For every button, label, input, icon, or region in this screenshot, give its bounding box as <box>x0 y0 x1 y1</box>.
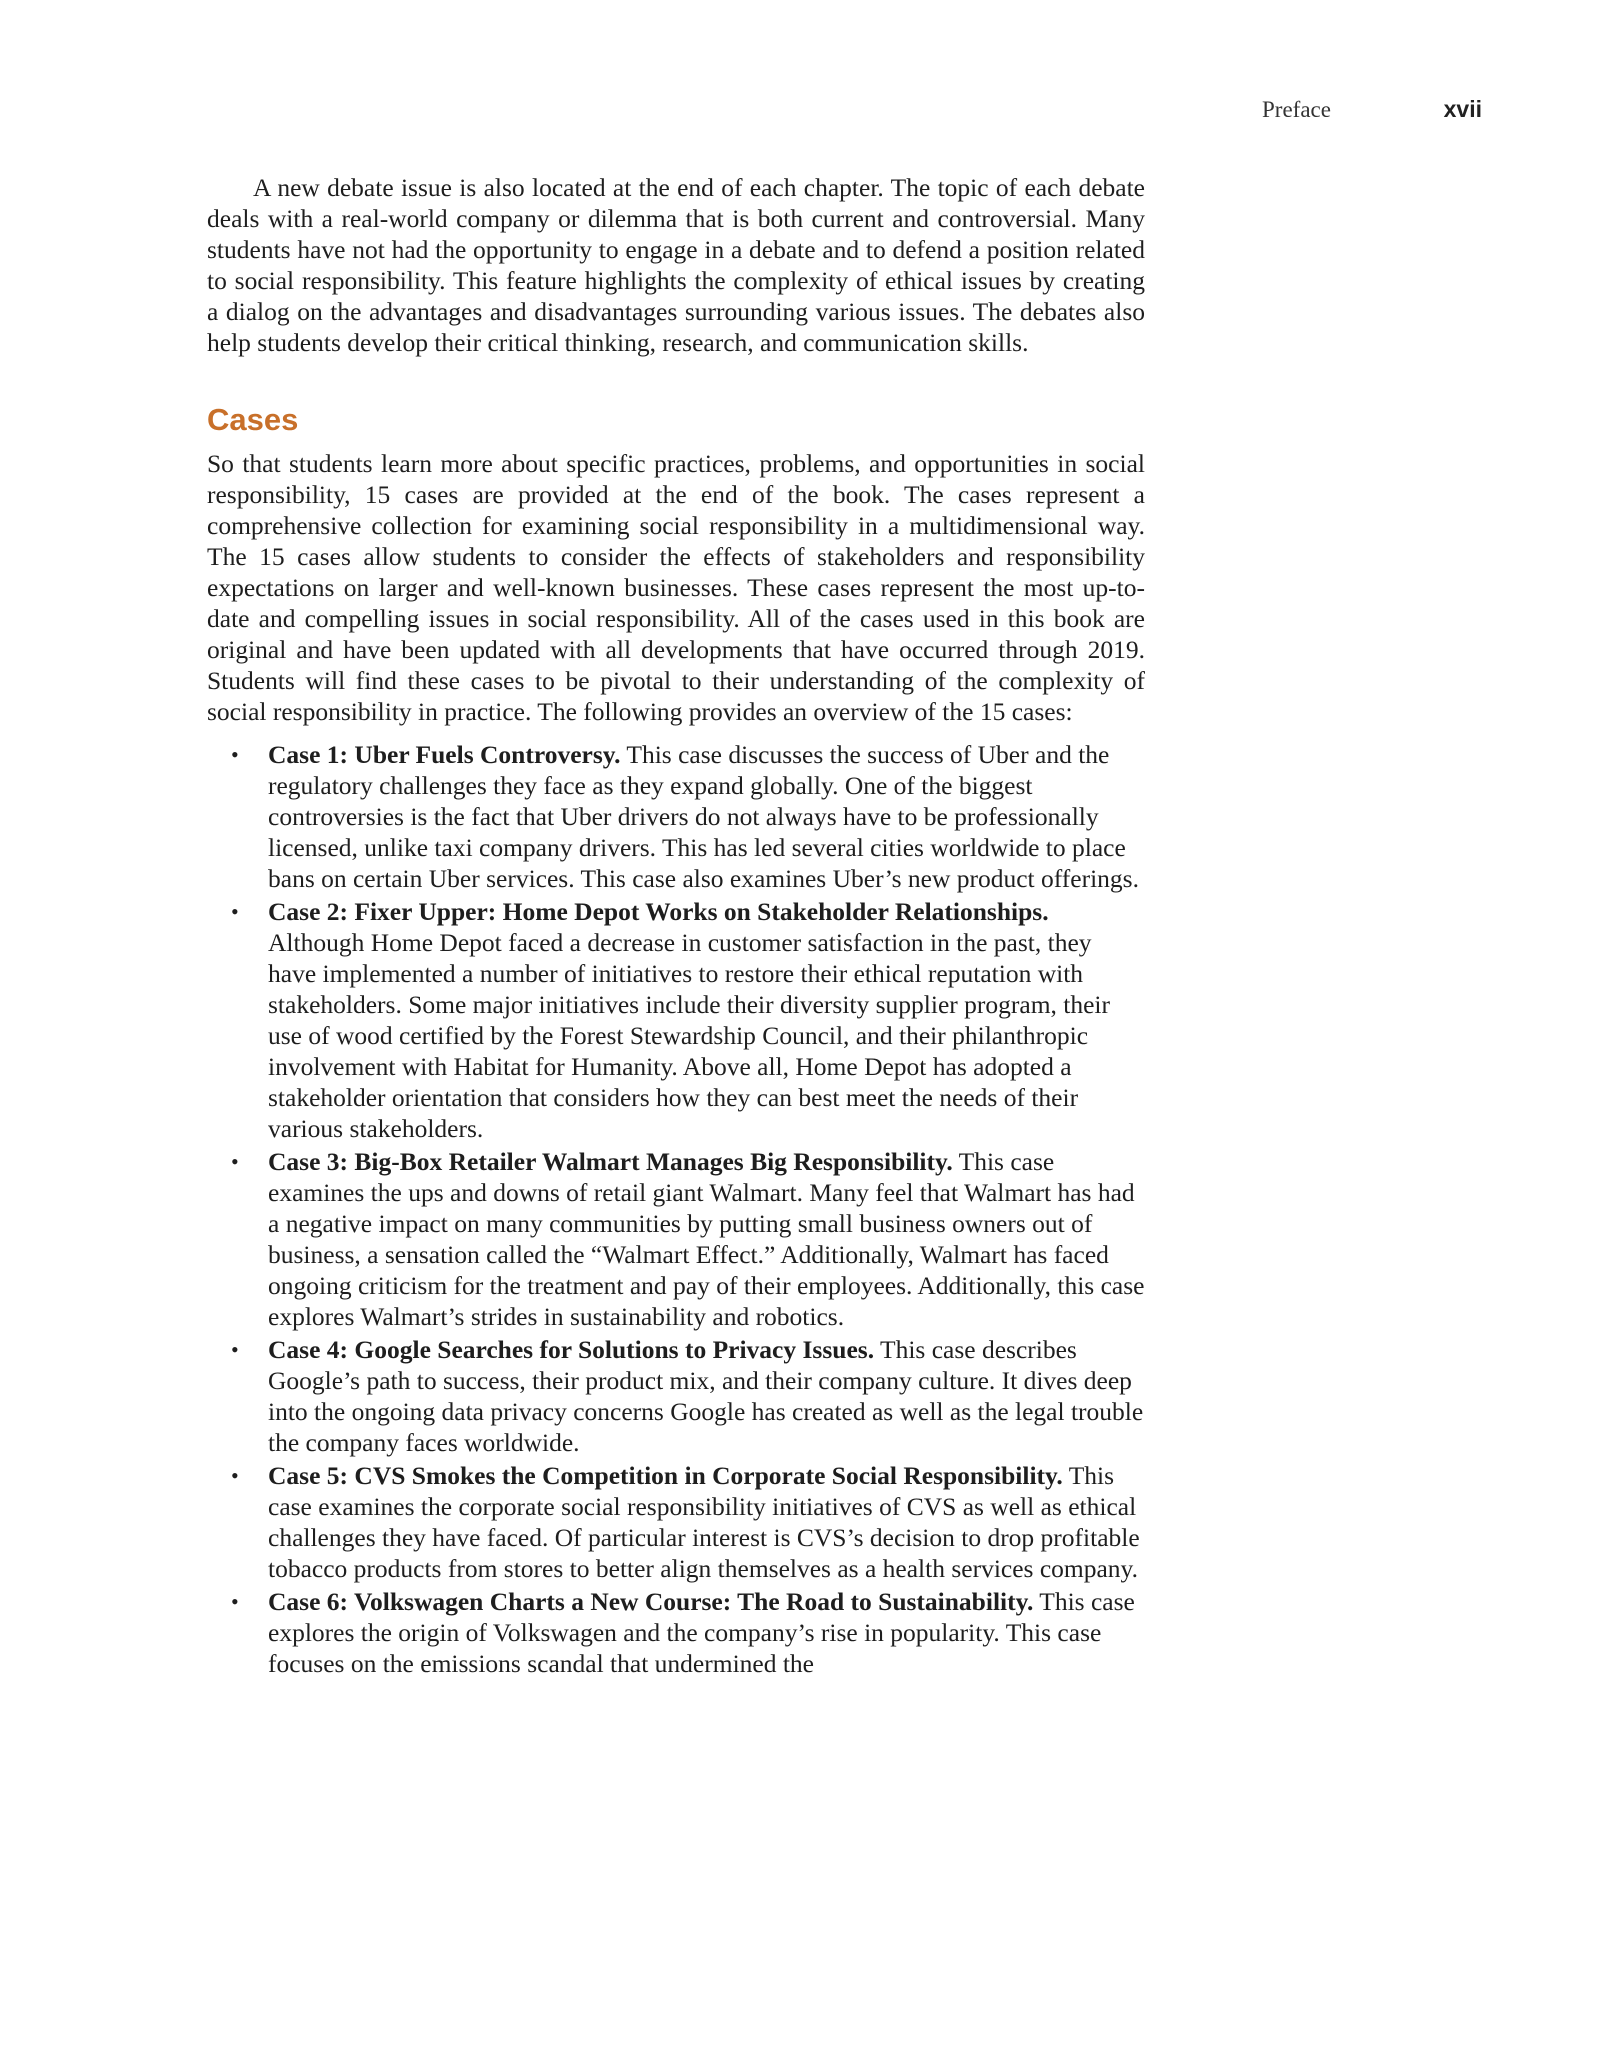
case-list-item <box>207 1146 1145 1332</box>
running-head <box>1262 96 1482 123</box>
bullet-icon: • <box>231 1463 239 1488</box>
case-title: Case 4: Google Searches for Solutions to Privacy Issues. <box>268 1335 875 1364</box>
case-list-item <box>207 1586 1145 1679</box>
running-head-label: Preface <box>1262 97 1331 122</box>
intro-paragraph: A new debate issue is also located at the end of each chapter. The topic of each debate deals with a real-world company or dilemma that is both current and controversial. Many students have not had the opportunity to engage in a debate and to defend a position related to social responsibility. This feature highlights the complexity of ethical issues by creating a dialog on the advantages and disadvantages surrounding various issues. The debates also help students develop their critical thinking, research, and communication skills. <box>207 173 1145 357</box>
case-list-item <box>207 739 1145 894</box>
case-title: Case 5: CVS Smokes the Competition in Corporate Social Responsibility. <box>268 1461 1063 1490</box>
section-heading: Cases <box>207 402 299 437</box>
bullet-icon: • <box>231 899 239 924</box>
case-description: This case explores the origin of Volkswagen and the company’s rise in popularity. This case focuses on the emissions scandal that undermined the <box>268 1587 1135 1678</box>
case-description: Although Home Depot faced a decrease in customer satisfaction in the past, they have implemented a number of initiatives to restore their ethical reputation with stakeholders. Some major initiatives include their diversity supplier program, their use of wood certified by the Forest Stewardship Council, and their philanthropic involvement with Habitat for Humanity. Above all, Home Depot has adopted a stakeholder orientation that considers how they can best meet the needs of their various stakeholders. <box>268 928 1111 1143</box>
bullet-icon: • <box>231 1337 239 1362</box>
section-paragraph: So that students learn more about specific practices, problems, and opportunities in social responsibility, 15 cases are provided at the end of the book. The cases represent a comprehensive collection for examining social responsibility in a multidimensional way. The 15 cases allow students to consider the effects of stakeholders and responsibility expectations on larger and well-known businesses. These cases represent the most up-to-date and compelling issues in social responsibility. All of the cases used in this book are original and have been updated with all developments that have occurred through 2019. Students will find these cases to be pivotal to their understanding of the complexity of social responsibility in practice. The following provides an overview of the 15 cases: <box>207 449 1145 726</box>
page-number: xvii <box>1443 96 1482 122</box>
case-description: This case examines the ups and downs of retail giant Walmart. Many feel that Walmart has had a negative impact on many communities by putting small business owners out of business, a sensation called the “Walmart Effect.” Additionally, Walmart has faced ongoing criticism for the treatment and pay of their employees. Additionally, this case explores Walmart’s strides in sustainability and robotics. <box>268 1147 1145 1331</box>
page-body <box>207 172 1145 1681</box>
bullet-icon: • <box>231 1149 239 1174</box>
case-list-item <box>207 1460 1145 1584</box>
case-title: Case 3: Big-Box Retailer Walmart Manages Big Responsibility. <box>268 1147 953 1176</box>
case-title: Case 6: Volkswagen Charts a New Course: The Road to Sustainability. <box>268 1587 1034 1616</box>
case-description: This case describes Google’s path to success, their product mix, and their company culture. It dives deep into the ongoing data privacy concerns Google has created as well as the legal trouble the company faces worldwide. <box>268 1335 1144 1457</box>
case-list-item <box>207 896 1145 1144</box>
case-list-item <box>207 1334 1145 1458</box>
case-description: This case discusses the success of Uber and the regulatory challenges they face as they expand globally. One of the biggest controversies is the fact that Uber drivers do not always have to be professionally licensed, unlike taxi company drivers. This has led several cities worldwide to place bans on certain Uber services. This case also examines Uber’s new product offerings. <box>268 740 1139 893</box>
case-description: This case examines the corporate social responsibility initiatives of CVS as well as ethical challenges they have faced. Of particular interest is CVS’s decision to drop profitable tobacco products from stores to better align themselves as a health services company. <box>268 1461 1140 1583</box>
bullet-icon: • <box>231 742 239 767</box>
case-list <box>207 739 1145 1679</box>
bullet-icon: • <box>231 1589 239 1614</box>
case-title: Case 1: Uber Fuels Controversy. <box>268 740 621 769</box>
case-title: Case 2: Fixer Upper: Home Depot Works on Stakeholder Relationships. <box>268 897 1049 926</box>
